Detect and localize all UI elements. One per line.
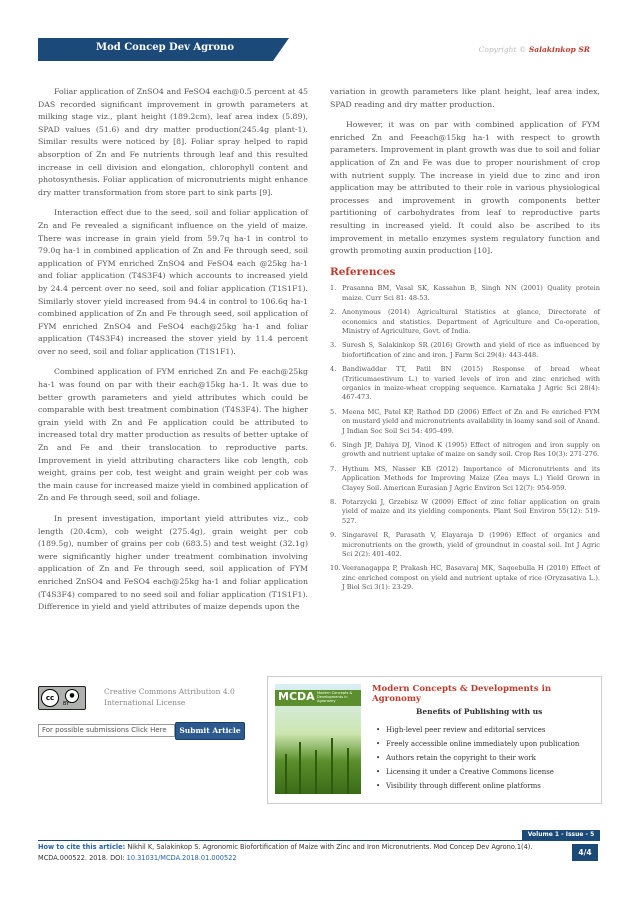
license-line-1: Creative Commons Attribution 4.0 <box>104 687 235 696</box>
plant-stalk <box>331 738 333 794</box>
reference-number: 8. <box>330 498 337 507</box>
body-paragraph: However, it was on par with combined application of FYM enriched Zn and Feeach@15kg ha-1 with respect to growth parameters. Improvement in plant growth was due to soil and foliar application of Zn and Fe was due to proper nourishment of crop with nutrient supply. The increase in yield due to zinc and iron application may be attributed to their role in various physiological processes and improvement in growth components better partitioning of carbohydrates from leaf to reproductive parts resulting in increased yield. It could also be ascribed to its improvement in metallo enzymes system regulatory function and growth promoting auxin production [10]. <box>330 120 600 256</box>
copyright-holder: Salakinkop SR <box>528 45 590 54</box>
reference-number: 6. <box>330 441 337 449</box>
benefit-item: • Freely accessible online immediately upon publication <box>376 737 579 751</box>
copyright-notice <box>479 45 590 54</box>
reference-text: Singaravel R, Parasath V, Elayaraja D (1996) Effect of organics and micronutrients on the growth, yield of groundnut in coastal soil. Int J Agric Sci 2(2): 401-402. <box>342 531 600 559</box>
reference-text: Veeranagappa P, Prakash HC, Basavaraj MK, Saqeebulla H (2010) Effect of zinc enriched compost on yield and nutrient uptake of rice (Oryzasativa L.). J Biol Sci 3(1): 23-29. <box>342 564 600 592</box>
reference-number: 5. <box>330 407 337 416</box>
reference-number: 1. <box>330 284 337 293</box>
reference-text: Singh JP, Dahiya DJ, Vinod K (1995) Effect of nitrogen and iron supply on growth and nutrient uptake of maize on sandy soil. Crop Res 10(3): 271-276. <box>342 441 600 459</box>
left-column <box>38 86 308 622</box>
reference-list <box>330 284 600 592</box>
benefit-item: • Visibility through different online platforms <box>376 779 579 793</box>
citation <box>38 842 558 864</box>
cover-abbrev: MCDA <box>278 690 315 703</box>
reference-item <box>330 441 600 460</box>
plant-stalk <box>315 750 317 794</box>
person-icon: ● <box>65 689 79 703</box>
body-paragraph: Foliar application of ZnSO4 and FeSO4 each@0.5 percent at 45 DAS recorded significant improvement in growth parameters at milking stage viz., plant height (189.2cm), leaf area index (5.89), SPAD values (51.6) and dry matter production(245.4g plant-1). Similar results were noticed by [8]. Foliar spray helped to rapid absorption of Zn and Fe nutrients through leaf and this resulted increase in cell division and elongation, chlorophyll content and photosynthesis. Foliar application of micronutrients might enhance dry matter transformation from store part to sink parts [9]. <box>38 87 308 197</box>
reference-number: 2. <box>330 308 337 317</box>
copyright-prefix: Copyright © <box>478 45 529 54</box>
reference-item <box>330 308 600 336</box>
journal-cover-image[interactable] <box>275 684 361 794</box>
benefits-list <box>376 723 579 793</box>
reference-text: Prasanna BM, Vasal SK, Kassahun B, Singh NN (2001) Quality protein maize. Curr Sci 81: 48-53. <box>342 284 600 302</box>
references-heading: References <box>330 265 396 278</box>
doi-link[interactable]: 10.31031/MCDA.2018.01.000522 <box>126 854 237 862</box>
benefit-item: • Authors retain the copyright to their work <box>376 751 579 765</box>
volume-badge: Volume 1 - Issue - 5 <box>522 830 600 840</box>
journal-name: Mod Concep Dev Agrono <box>96 42 234 53</box>
reference-number: 7. <box>330 464 337 473</box>
submission-link[interactable]: For possible submissions Click Here <box>38 724 175 737</box>
body-paragraph: Combined application of FYM enriched Zn and Fe each@25kg ha-1 was found on par with their each@15kg ha-1. It was due to better growth parameters and yield attributes which could be comparable with best treatment combination (T4S3F4). The higher grain yield with Zn and Fe application could be attributed to increased total dry matter production as results of better uptake of Zn and Fe and their translocation to reproductive parts. Improvement in yield attributing characters like cob length, cob weight, grains per cob, test weight and grain weight per cob was the main cause for increased maize yield in combined application of Zn and Fe through seed, soil and foliage. <box>38 367 308 503</box>
promo-title: Modern Concepts & Developments in Agronomy <box>372 684 552 704</box>
cover-title: Modern Concepts & Developments in Agronomy <box>317 691 353 704</box>
reference-text: Meena MC, Patel KP, Rathod DD (2006) Effect of Zn and Fe enriched FYM on mustard yield and micronutrients availability in loamy sand soil of Anand. J Indian Soc Soil Sci 54: 495-499. <box>342 407 600 435</box>
benefit-item: • Licensing it under a Creative Commons license <box>376 765 579 779</box>
page-header <box>38 38 600 61</box>
plant-stalk <box>285 754 287 794</box>
benefit-item: • High-level peer review and editorial services <box>376 723 579 737</box>
footer-divider <box>38 840 600 841</box>
license-line-2: International License <box>104 698 186 707</box>
plant-stalk <box>299 742 301 794</box>
reference-text: Potarzycki J, Grzebisz W (2009) Effect of zinc foliar application on grain yield of maize and its yielding components. Plant Soil Environ 55(12): 519-527. <box>342 498 600 525</box>
reference-item <box>330 465 600 493</box>
reference-number: 3. <box>330 341 337 350</box>
reference-text: Anonymous (2014) Agricultural Statistics at glance, Directorate of economics and statistics. Department of Agriculture and Co-operation, Ministry of Agriculture, Govt. of India. <box>342 308 600 335</box>
reference-item <box>330 408 600 436</box>
citation-text: Nikhil K, Salakinkop S. Agronomic Biofortification of Maize with Zinc and Iron Micronutrients. Mod Concep Dev Agrono.1(4). MCDA.000522. 2018. DOI: <box>38 843 533 862</box>
reference-number: 4. <box>330 365 337 374</box>
right-column <box>330 86 600 598</box>
license-text <box>104 686 235 708</box>
submit-article-button[interactable]: Submit Article <box>175 722 245 740</box>
reference-item <box>330 284 600 303</box>
reference-item <box>330 564 600 592</box>
reference-text: Bandiwaddar TT, Patil BN (2015) Response of bread wheat (Triticumaestivum L.) to varied levels of iron and zinc enriched with organics in maize-wheat cropping sequence. Karnataka J Agric Sci 28(4): 467-473. <box>342 365 600 402</box>
reference-item <box>330 531 600 559</box>
body-paragraph: In present investigation, important yield attributes viz., cob length (20.4cm), cob weight (275.4g), grain weight per cob (189.5g), number of grains per cob (683.5) and test weight (32.1g) were significantly higher under treatment combination involving application of Zn and Fe through seed, soil application of FYM enriched ZnSO4 and FeSO4 each@25kg ha-1 and foliar application (T4S3F4) compared to no seed soil and foliar application (T1S1F1). Difference in yield and yield attributes of maize depends upon the <box>38 514 308 612</box>
reference-item <box>330 498 600 526</box>
body-paragraph: Interaction effect due to the seed, soil and foliar application of Zn and Fe revealed a significant influence on the yield of maize. There was increase in grain yield from 59.7q ha-1 in control to 79.0q ha-1 in combined application of Zn and Fe through seed, soil application of FYM enriched ZnSO4 and FeSO4 each @25kg ha-1 and foliar application (T4S3F4) which accounts to increased yield by 24.4 percent over no seed, soil and foliar application (T1S1F1). Similarly stover yield increased from 94.4 in control to 106.6q ha-1 combined application of Zn and Fe through seed, soil application of FYM enriched ZnSO4 and FeSO4 each@25kg ha-1 and foliar application (T4S3F4) increased the stover yield by 11.4 percent over no seed, soil and foliar application (T1S1F1). <box>38 208 308 356</box>
license-block <box>38 686 254 710</box>
reference-number: 10. <box>330 564 341 573</box>
cc-icon: cc <box>41 689 59 707</box>
by-label: BY <box>63 701 70 707</box>
reference-text: Suresh S, Salakinkop SR (2016) Growth and yield of rice as influenced by biofortification of zinc and iron. J Farm Sci 29(4): 443-448. <box>342 341 600 359</box>
reference-text: Hythum MS, Nasser KB (2012) Importance of Micronutrients and its Application Methods for Improving Maize (Zea mays L.) Yield Grown in Clayey Soil. American Eurasian J Agric Environ Sci 12(7): 954-959. <box>342 464 600 492</box>
citation-label: How to cite this article: <box>38 843 126 851</box>
reference-item <box>330 365 600 403</box>
body-paragraph: variation in growth parameters like plant height, leaf area index, SPAD reading and dry matter production. <box>330 87 600 109</box>
cc-by-logo[interactable] <box>38 686 86 710</box>
reference-number: 9. <box>330 531 337 540</box>
journal-promo <box>267 676 602 804</box>
page-number: 4/4 <box>572 844 598 861</box>
promo-subtitle: Benefits of Publishing with us <box>416 707 543 716</box>
reference-item <box>330 341 600 360</box>
header-band-tip <box>273 38 289 61</box>
plant-stalk <box>347 748 349 794</box>
